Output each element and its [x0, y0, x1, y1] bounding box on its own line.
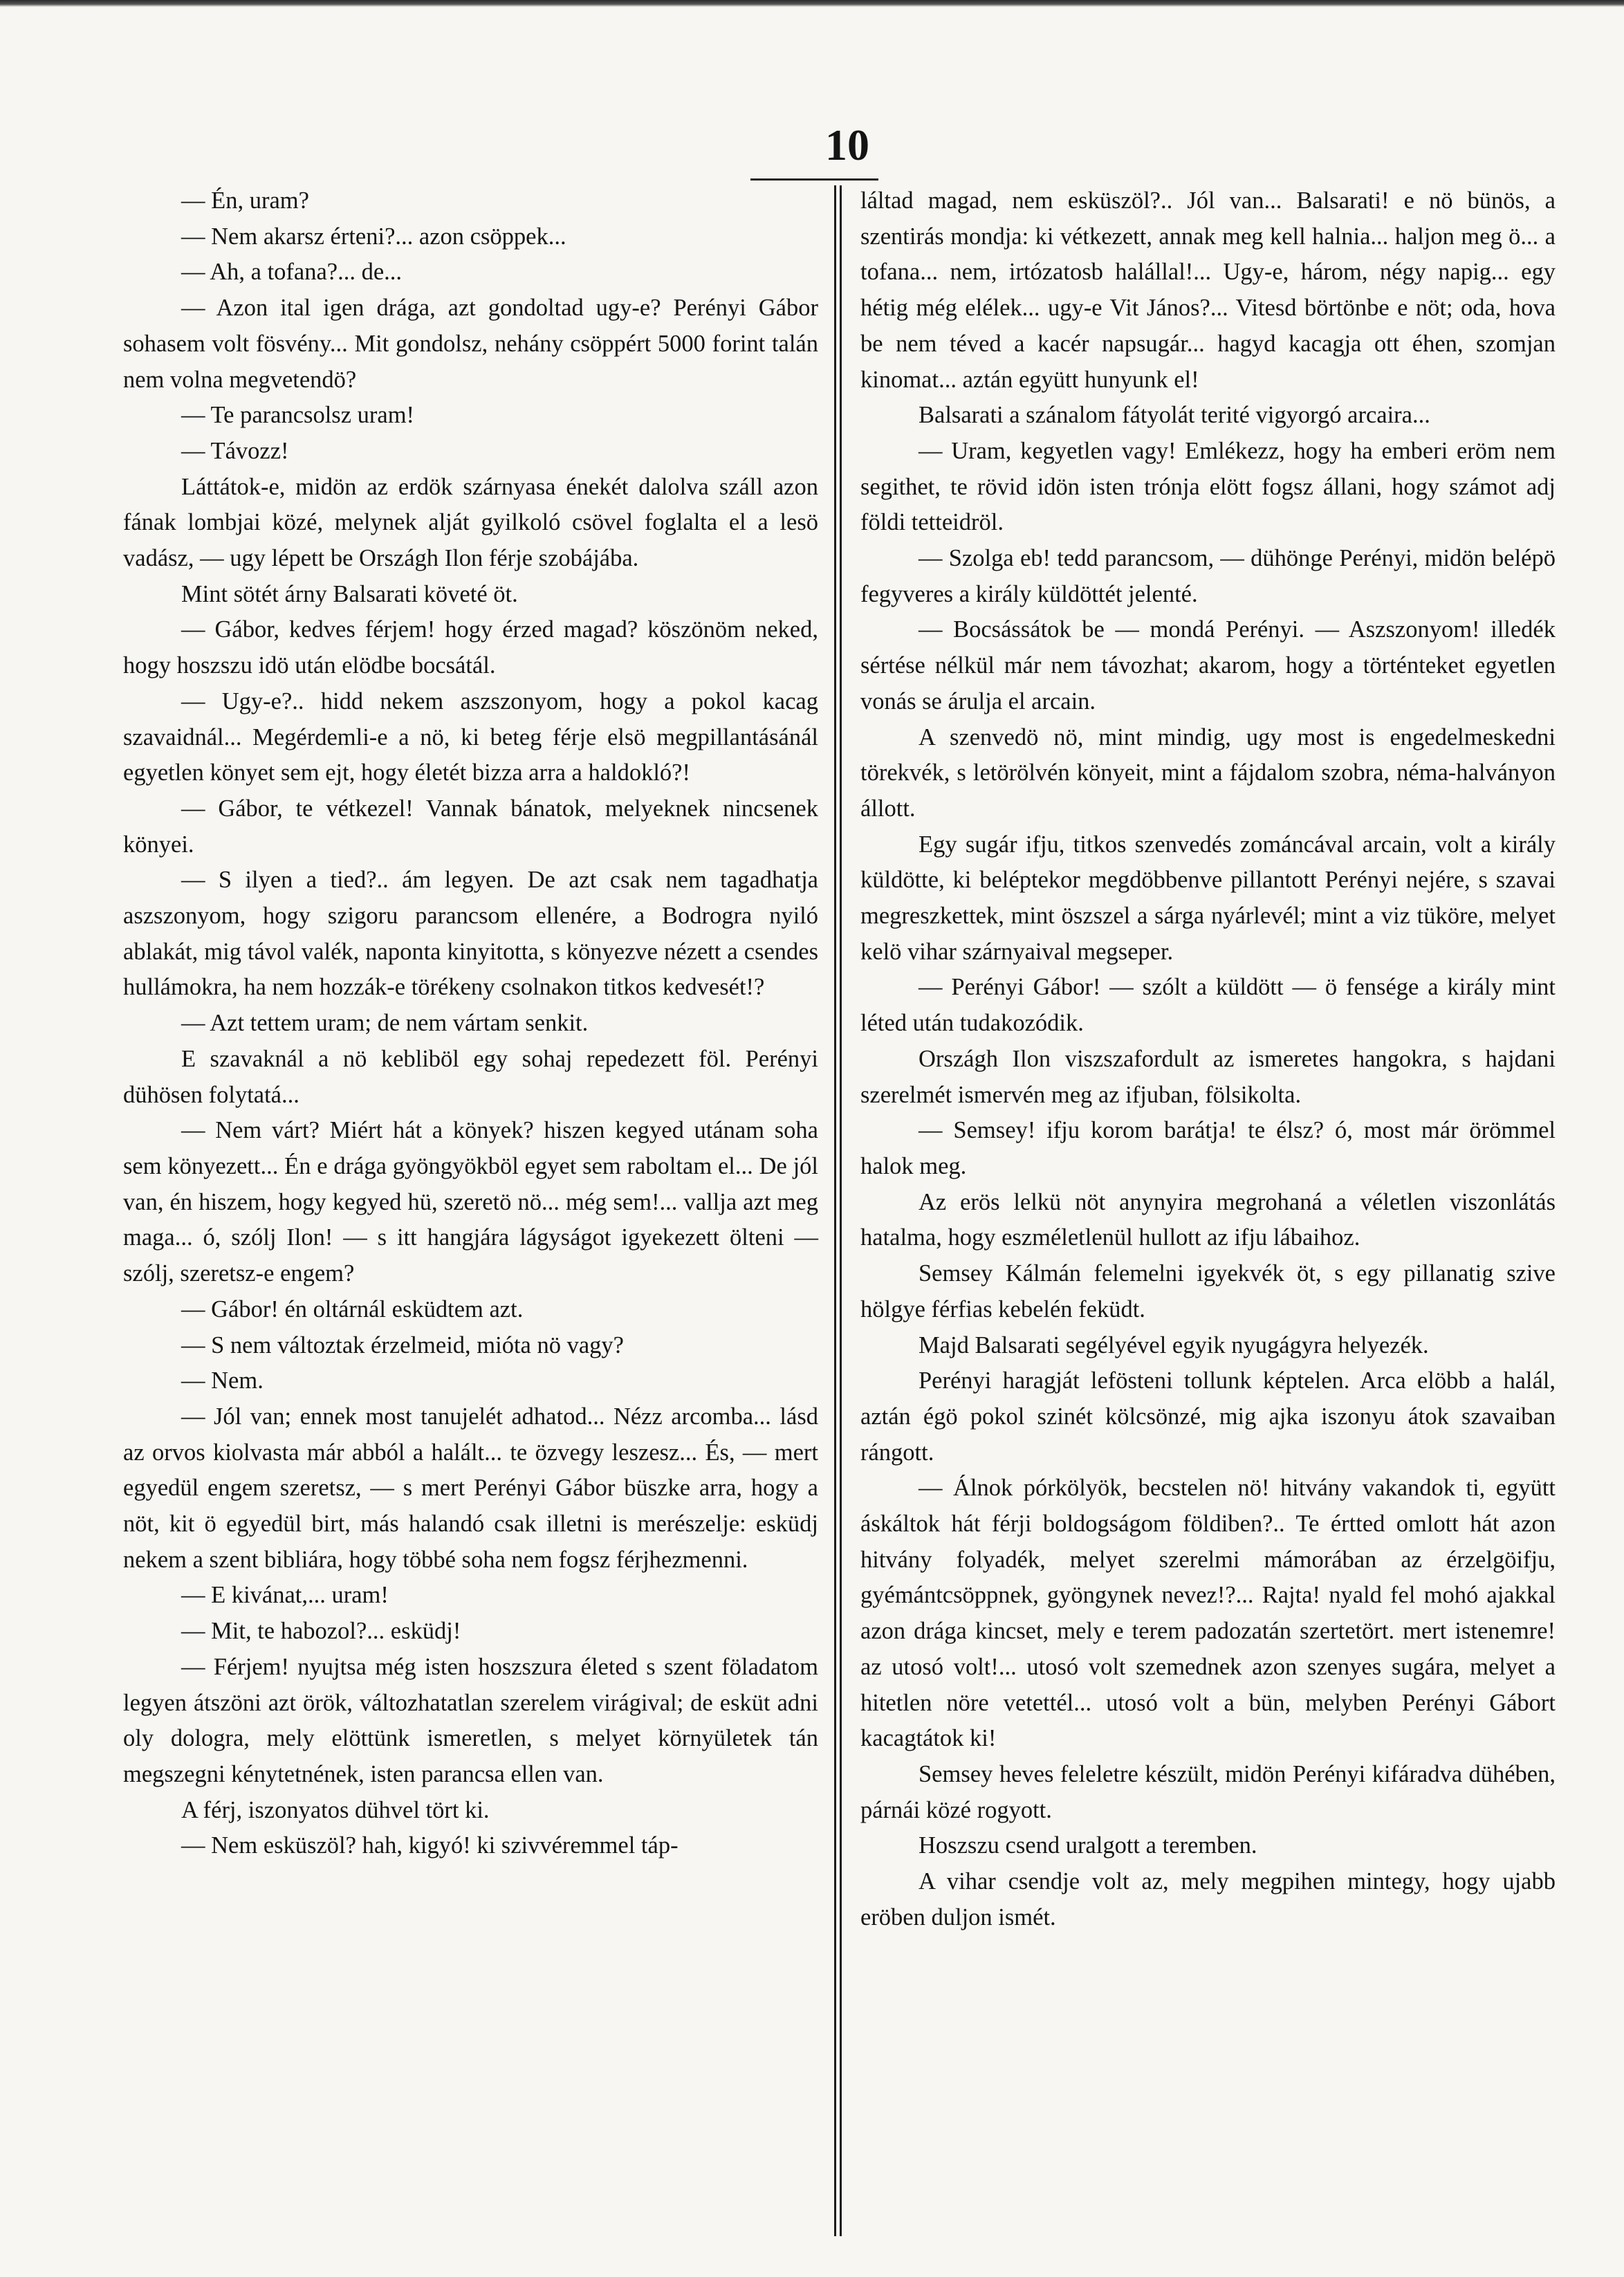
page-number: 10 — [825, 120, 869, 169]
header-rule — [750, 178, 878, 181]
right-column — [860, 183, 1556, 2244]
left-paragraph-23: A férj, iszonyatos dühvel tört ki. — [181, 1796, 490, 1823]
left-paragraph-3: — Ah, a tofana?... de... — [181, 259, 403, 286]
right-paragraph-18: A vihar csendje volt az, mely megpihen mintegy, hogy ujabb eröben duljon ismét. — [860, 1868, 1556, 1930]
left-paragraph-1: — Én, uram? — [181, 187, 309, 214]
left-paragraph-4: — Azon ital igen drága, azt gondoltad ugy-e? Perényi Gábor sohasem volt fösvény... Mit gondolsz, nehány csöppért 5000 forint talán nem volna megvetendö? — [123, 295, 818, 393]
left-paragraph-2: — Nem akarsz érteni?... azon csöppek... — [181, 223, 566, 250]
left-paragraph-20: — E kivánat,... uram! — [181, 1582, 389, 1609]
left-paragraph-8: Mint sötét árny Balsarati követé öt. — [181, 580, 518, 607]
right-paragraph-13: Majd Balsarati segélyével egyik nyugágyra helyezék. — [919, 1331, 1429, 1358]
left-paragraph-9: — Gábor, kedves férjem! hogy érzed magad? köszönöm neked, hogy hoszszu idö után elödbe bocsátál. — [123, 616, 818, 679]
right-paragraph-3: — Uram, kegyetlen vagy! Emlékezz, hogy ha emberi eröm nem segithet, te rövid idön isten trónja elött fogsz állani, hogy számot adj földi tetteidröl. — [860, 437, 1556, 536]
left-paragraph-19: — Jól van; ennek most tanujelét adhatod... Nézz arcomba... lásd az orvos kiolvasta már abból a halált... te özvegy leszesz... És, — mert egyedül engem szeretsz, — s mert Perényi Gábor büszke arra, hogy a nöt, kit ö egyedül birt, más halandó csak illetni is merészelje: esküdj nekem a szent bibliára, hogy többé soha nem fogsz férjhezmenni. — [123, 1403, 818, 1573]
right-paragraph-10: — Semsey! ifju korom barátja! te élsz? ó, most már örömmel halok meg. — [860, 1117, 1556, 1179]
left-paragraph-22: — Férjem! nyujtsa még isten hoszszura életed s szent föladatom legyen átszöni azt örök, változhatatlan szerelem virágival; de esküt adni oly dologra, mely elöttünk ismeretlen, s melyet környületek tán megszegni kénytetnének, isten parancsa ellen van. — [123, 1653, 818, 1787]
left-paragraph-18: — Nem. — [181, 1367, 264, 1394]
left-paragraph-11: — Gábor, te vétkezel! Vannak bánatok, melyeknek nincsenek könyei. — [123, 795, 818, 858]
left-paragraph-17: — S nem változtak érzelmeid, mióta nö vagy? — [181, 1331, 624, 1358]
right-paragraph-7: Egy sugár ifju, titkos szenvedés zománcával arcain, volt a király küldötte, ki beléptekor megdöbbenve pillantott Perényi nejére, s szavai megreszkettek, mint öszszel a sárga nyárlevél; mint a viz tüköre, melyet kelö vihar szárnyaival megseper. — [860, 831, 1556, 965]
column-divider — [834, 185, 842, 2236]
right-paragraph-8: — Perényi Gábor! — szólt a küldött — ö fensége a király mint léted után tudakozódik. — [860, 974, 1556, 1037]
top-edge-rule — [0, 0, 1624, 7]
right-paragraph-9: Országh Ilon viszszafordult az ismeretes hangokra, s hajdani szerelmét ismervén meg az ifjuban, fölsikolta. — [860, 1045, 1556, 1108]
left-paragraph-21: — Mit, te habozol?... esküdj! — [181, 1618, 461, 1645]
right-paragraph-6: A szenvedö nö, mint mindig, ugy most is engedelmeskedni törekvék, s letörölvén könyeit, mint a fájdalom szobra, néma-halványon állott. — [860, 723, 1556, 822]
left-column — [123, 183, 818, 2244]
left-paragraph-12: — S ilyen a tied?.. ám legyen. De azt csak nem tagadhatja aszszonyom, hogy szigoru parancsom ellenére, a Bodrogra nyiló ablakát, mig távol valék, naponta kinyitotta, s könyezve nézett a csendes hullámokra, ha nem hozzák-e törékeny csolnakon titkos kedvesét!? — [123, 867, 818, 1001]
left-paragraph-13: — Azt tettem uram; de nem vártam senkit. — [181, 1010, 589, 1037]
right-paragraph-16: Semsey heves feleletre készült, midön Perényi kifáradva dühében, párnái közé rogyott. — [860, 1760, 1556, 1823]
right-paragraph-2: Balsarati a szánalom fátyolát terité vigyorgó arcaira... — [919, 402, 1430, 429]
right-paragraph-4: — Szolga eb! tedd parancsom, — dühönge Perényi, midön belépö fegyveres a király küldöttét jelenté. — [860, 545, 1556, 607]
left-paragraph-6: — Távozz! — [181, 437, 289, 464]
right-paragraph-1: láltad magad, nem esküszöl?.. Jól van... Balsarati! e nö bünös, a szentirás mondja: ki vétkezett, annak meg kell halnia... haljon meg ö... a tofana... nem, irtózatosb halállal!... Ugy-e, három, négy napig... egy hétig még elélek... ugy-e Vit János?... Vitesd börtönbe e nöt; oda, hova be nem téved a kacér napsugár... hagyd kacagja ott éhen, szomjan kinomat... aztán együtt hunyunk el! — [860, 187, 1556, 393]
left-paragraph-7: Láttátok-e, midön az erdök szárnyasa énekét dalolva száll azon fának lombjai közé, melynek alját gyilkoló csövel foglalta el a lesö vadász, — ugy lépett be Országh Ilon férje szobájába. — [123, 473, 818, 572]
left-paragraph-5: — Te parancsolsz uram! — [181, 402, 415, 429]
left-paragraph-14: E szavaknál a nö kebliböl egy sohaj repedezett föl. Perényi dühösen folytatá... — [123, 1045, 818, 1108]
left-paragraph-10: — Ugy-e?.. hidd nekem aszszonyom, hogy a pokol kacag szavaidnál... Megérdemli-e a nö, ki beteg férje elsö megpillantásánál egyetlen könyet sem ejt, hogy életét bizza arra a haldokló?! — [123, 688, 818, 786]
right-paragraph-5: — Bocsássátok be — mondá Perényi. — Aszszonyom! illedék sértése nélkül már nem távozhat; akarom, hogy a történteket egyetlen vonás se árulja el arcain. — [860, 616, 1556, 715]
left-paragraph-24: — Nem esküszöl? hah, kigyó! ki szivvéremmel táp- — [181, 1832, 679, 1859]
right-paragraph-12: Semsey Kálmán felemelni igyekvék öt, s egy pillanatig szive hölgye férfias kebelén feküdt. — [860, 1260, 1556, 1322]
right-paragraph-14: Perényi haragját lefösteni tollunk képtelen. Arca elöbb a halál, aztán égö pokol szinét kölcsönzé, mig ajka iszonyu átok szavaiban rángott. — [860, 1367, 1556, 1466]
right-paragraph-17: Hoszszu csend uralgott a teremben. — [919, 1832, 1257, 1859]
left-paragraph-16: — Gábor! én oltárnál esküdtem azt. — [181, 1296, 524, 1322]
right-paragraph-11: Az erös lelkü nöt anynyira megrohaná a véletlen viszonlátás hatalma, hogy eszméletlenül hullott az ifju lábaihoz. — [860, 1188, 1556, 1251]
right-paragraph-15: — Álnok pórkölyök, becstelen nö! hitvány vakandok ti, együtt áskáltok hát férji boldogságom földiben?.. Te értted omlott hát azon hitvány folyadék, melyet szerelmi mámorában az érzelgöifju, gyémántcsöppnek, gyöngynek nevez!?... Rajta! nyald fel mohó ajakkal azon drága kincset, mely e terem padozatán szertetört. mert istenemre! az utosó volt!... utosó volt szemednek azon szenyes sugára, melyet a hitetlen nöre vetettél... utosó volt a bün, melyben Perényi Gábort kacagtátok ki! — [860, 1475, 1556, 1752]
left-paragraph-15: — Nem várt? Miért hát a könyek? hiszen kegyed utánam soha sem könyezett... Én e drága gyöngyökböl egyet sem raboltam el... De jól van, én hiszem, hogy kegyed hü, szeretö nö... még sem!... vallja azt meg maga... ó, szólj Ilon! — s itt hangjára lágyságot igyekezett ölteni — szólj, szeretsz-e engem? — [123, 1117, 818, 1287]
